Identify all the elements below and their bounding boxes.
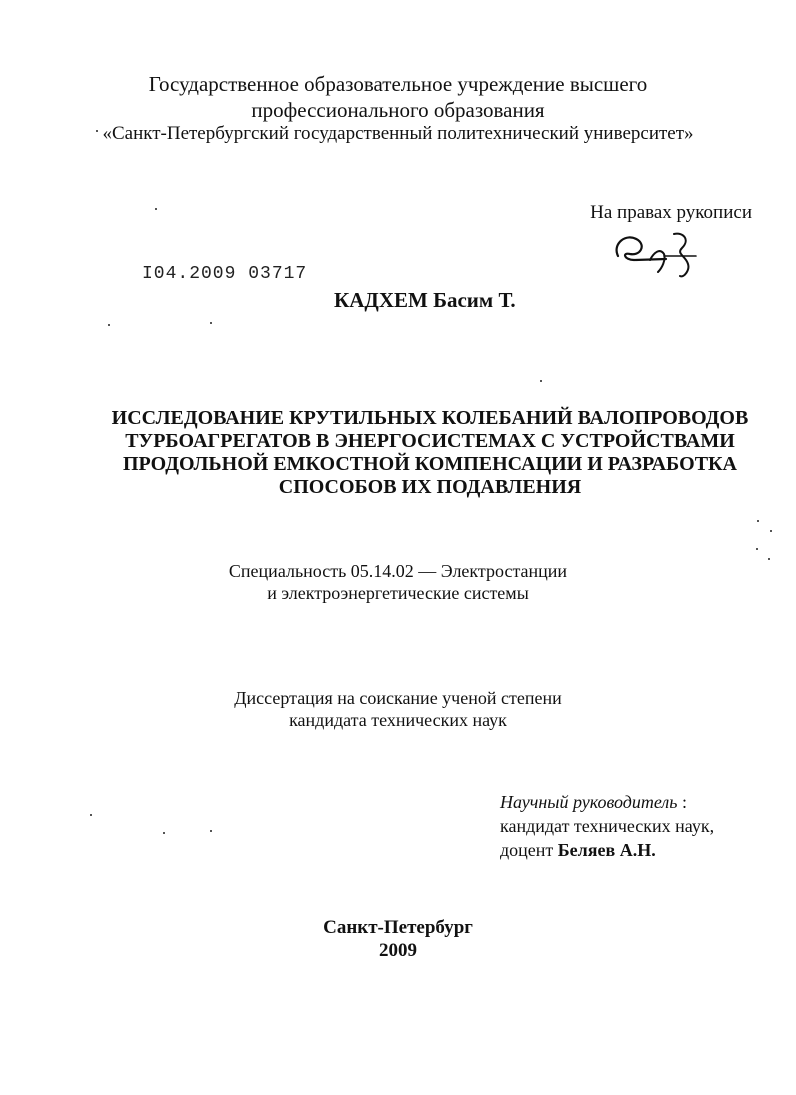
- supervisor-role-suffix: :: [677, 792, 687, 812]
- footer-block: [0, 916, 796, 962]
- degree-line-2: кандидата технических наук: [289, 710, 507, 730]
- scan-speck: [108, 324, 110, 326]
- specialty-line-2: и электроэнергетические системы: [267, 583, 529, 603]
- supervisor-name: Беляев А.Н.: [557, 840, 656, 860]
- supervisor-role: Научный руководитель: [500, 792, 678, 812]
- supervisor-role-line: [500, 790, 714, 814]
- scan-speck: [768, 558, 770, 560]
- institution-line-1: Государственное образовательное учреждение высшего: [148, 72, 648, 96]
- signature: [604, 226, 704, 287]
- footer-year: 2009: [379, 940, 417, 961]
- title-line-1: ИССЛЕДОВАНИЕ КРУТИЛЬНЫХ КОЛЕБАНИЙ ВАЛОПРОВОДОВ: [111, 407, 749, 429]
- supervisor-name-line: [500, 838, 714, 862]
- institution-line-3: «Санкт-Петербургский государственный политехнический университет»: [102, 123, 694, 144]
- scan-speck: [155, 208, 157, 210]
- author-name: КАДХЕМ Басим Т.: [334, 288, 516, 312]
- degree-block: [0, 687, 796, 731]
- scan-speck: [770, 530, 772, 532]
- specialty-line-1: Специальность 05.14.02 — Электростанции: [228, 561, 568, 581]
- scan-speck: [210, 830, 212, 832]
- supervisor-title: доцент: [500, 840, 558, 860]
- title-line-3: ПРОДОЛЬНОЙ ЕМКОСТНОЙ КОМПЕНСАЦИИ И РАЗРАБОТКА: [122, 453, 737, 475]
- rights-note: На правах рукописи: [590, 202, 752, 223]
- supervisor-block: [500, 790, 714, 862]
- specialty-block: [0, 560, 796, 604]
- scan-speck: [756, 548, 758, 550]
- title-line-4: СПОСОБОВ ИХ ПОДАВЛЕНИЯ: [278, 476, 582, 498]
- scan-speck: [96, 130, 98, 132]
- supervisor-degree: кандидат технических наук,: [500, 816, 715, 836]
- footer-city: Санкт-Петербург: [323, 917, 473, 938]
- scan-speck: [540, 380, 542, 382]
- scan-speck: [210, 322, 212, 324]
- title-line-2: ТУРБОАГРЕГАТОВ В ЭНЕРГОСИСТЕМАХ С УСТРОЙСТВАМИ: [125, 430, 735, 452]
- scan-speck: [90, 814, 92, 816]
- degree-line-1: Диссертация на соискание ученой степени: [234, 688, 562, 708]
- dissertation-title: [60, 407, 796, 499]
- institution-line-2: профессионального образования: [251, 98, 545, 122]
- scan-speck: [757, 520, 759, 522]
- scan-speck: [163, 832, 165, 834]
- registration-number: I04.2009 03717: [142, 264, 308, 284]
